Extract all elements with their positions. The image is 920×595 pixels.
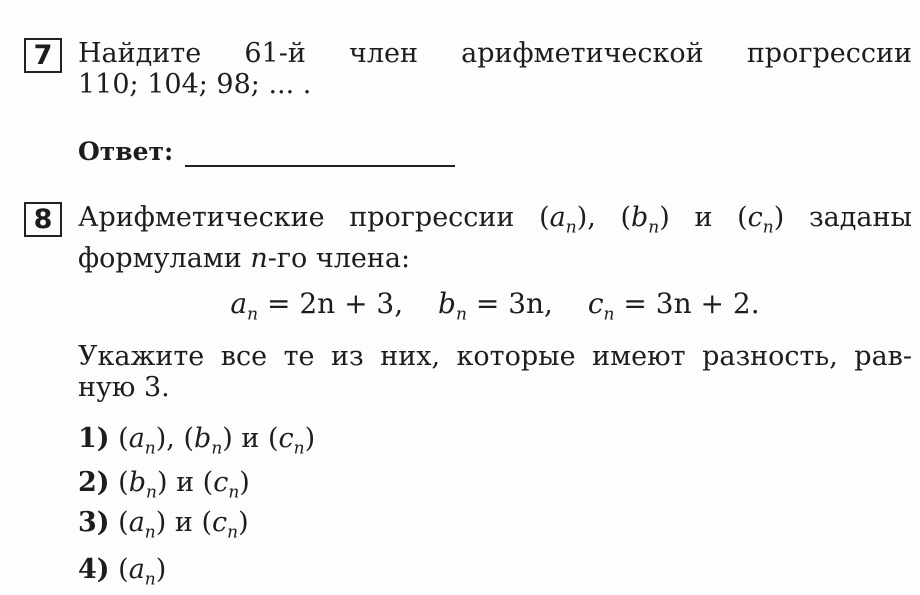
task-7-text-line2: 110; 104; 98; ... . [78,69,312,100]
question-line1: Укажите все те из них, которые имеют разность, рав- [78,340,912,372]
task-7 [24,38,912,167]
option-2[interactable]: 2) $(b_n)$ и $(c_n)$ [78,466,250,503]
task-8-text-line2: формулами n-го члена: [78,243,411,275]
formula-c: $c_n = 3n + 2$. [587,287,760,325]
formula-line [78,288,912,331]
task-8-text-line1: Арифметические прогрессии $(a_n)$, $(b_n)$ и $(c_n)$ заданы [78,202,912,238]
answer-label: Ответ: [78,137,174,166]
option-4[interactable]: 4) $(a_n)$ [78,553,167,590]
answer-blank-line[interactable] [185,139,455,167]
task-7-text-line1: Найдите 61-й член арифметической прогрессии [78,38,912,69]
option-3[interactable]: 3) $(a_n)$ и $(c_n)$ [78,506,249,543]
task-8 [24,202,912,594]
option-1[interactable]: 1) $(a_n)$, $(b_n)$ и $(c_n)$ [78,422,316,459]
formula-b: $b_n = 3n$, [438,287,553,325]
question-line2: ную 3. [78,371,170,403]
formula-a: $a_n = 2n + 3$, [230,287,404,325]
task-8-body [78,202,912,594]
task-number-7: 7 [24,38,62,73]
answer-row [78,136,912,167]
task-number-8: 8 [24,202,62,237]
answer-options [78,423,912,594]
task-7-body [78,38,912,167]
